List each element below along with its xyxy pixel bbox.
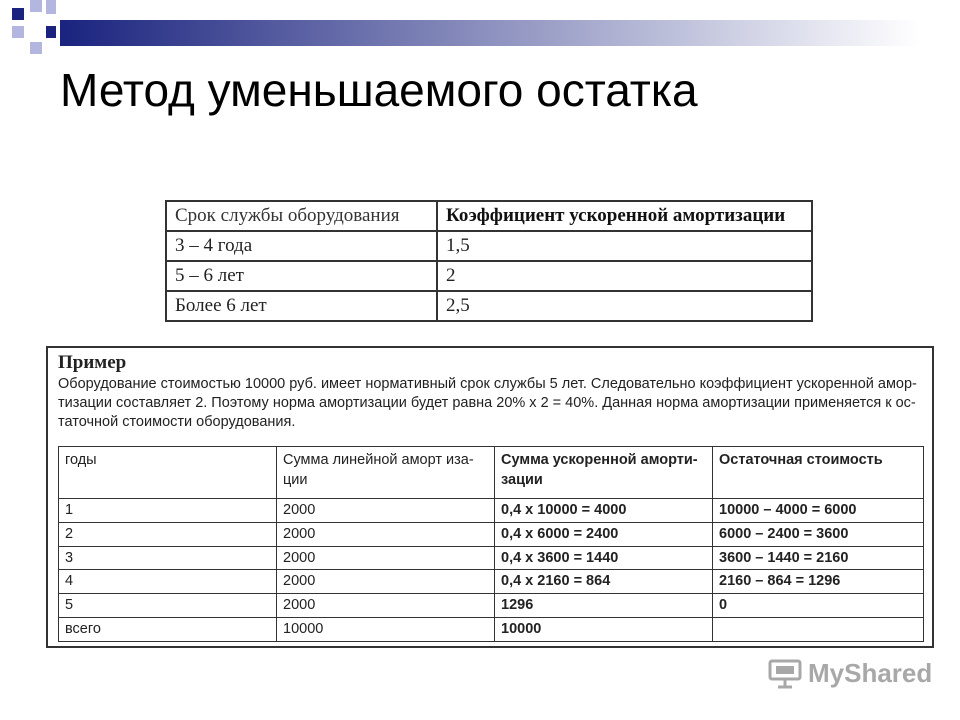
table-cell: 2000 [277,546,495,570]
table-cell: всего [59,618,277,642]
header-line: ции [283,472,308,488]
header-line: зации [501,472,543,488]
deco-square-1 [12,8,24,20]
table-cell: 10000 – 4000 = 6000 [713,498,924,522]
table-cell: 2,5 [437,291,812,321]
example-box [46,346,934,648]
table-cell: 4 [59,570,277,594]
table-cell: 2000 [277,498,495,522]
table-cell: 10000 [495,618,713,642]
presentation-icon [768,659,802,689]
table-row [59,498,924,522]
table-cell: 1296 [495,594,713,618]
table-cell: Более 6 лет [166,291,437,321]
header-line: Остаточная стоимость [719,452,883,468]
table-cell: 1,5 [437,231,812,261]
example-text-line: тизации составляет 2. Поэтому норма амортизации будет равна 20% х 2 = 40%. Данная норма амортизации применяется к ос- [58,395,916,411]
table-row [59,618,924,642]
table-cell: 0,4 х 2160 = 864 [495,570,713,594]
watermark-text: MyShared [808,658,933,688]
example-title: Пример [58,352,127,373]
header-line: годы [65,452,97,468]
table-row [166,291,812,321]
header-line: Сумма линейной аморт иза- [283,452,474,468]
example-text-line: Оборудование стоимостью 10000 руб. имеет нормативный срок службы 5 лет. Следовательно коэффициент ускоренной амор- [58,376,917,392]
table-cell: 0 [713,594,924,618]
table-cell: 10000 [277,618,495,642]
table-cell: 5 – 6 лет [166,261,437,291]
table-header-row [59,447,924,499]
slide-title: Метод уменьшаемого остатка [60,64,698,116]
myshared-logo [768,658,932,689]
table-cell: 2000 [277,594,495,618]
table-cell: 2 [437,261,812,291]
table-row [166,261,812,291]
deco-square-5 [30,42,42,54]
table-cell [713,618,924,642]
header-coefficient: Коэффициент ускоренной амортизации [437,201,812,231]
deco-square-3 [46,0,56,14]
table-cell: 5 [59,594,277,618]
header-residual [713,447,924,499]
table-cell: 0,4 х 10000 = 4000 [495,498,713,522]
table-cell: 2000 [277,522,495,546]
header-accelerated [495,447,713,499]
table-cell: 1 [59,498,277,522]
table-header-row [166,201,812,231]
deco-square-4 [12,26,24,38]
table-row [59,546,924,570]
table-row [166,231,812,261]
table-cell: 3600 – 1440 = 2160 [713,546,924,570]
example-text [58,375,928,432]
header-line: Сумма ускоренной аморти- [501,452,698,468]
table-cell: 2160 – 864 = 1296 [713,570,924,594]
table-row [59,594,924,618]
table-cell: 0,4 х 3600 = 1440 [495,546,713,570]
deco-square-2 [30,0,42,12]
table-cell: 3 – 4 года [166,231,437,261]
deco-gradient-bar [60,20,920,46]
example-text-line: таточной стоимости оборудования. [58,414,296,430]
header-years [59,447,277,499]
table-cell: 2000 [277,570,495,594]
table-cell: 6000 – 2400 = 3600 [713,522,924,546]
depreciation-table [58,446,924,642]
header-service-life: Срок службы оборудования [166,201,437,231]
table-row [59,570,924,594]
coefficient-table [165,200,813,322]
table-row [59,522,924,546]
table-cell: 0,4 х 6000 = 2400 [495,522,713,546]
table-cell: 2 [59,522,277,546]
header-linear [277,447,495,499]
table-cell: 3 [59,546,277,570]
deco-square-6 [46,26,56,38]
